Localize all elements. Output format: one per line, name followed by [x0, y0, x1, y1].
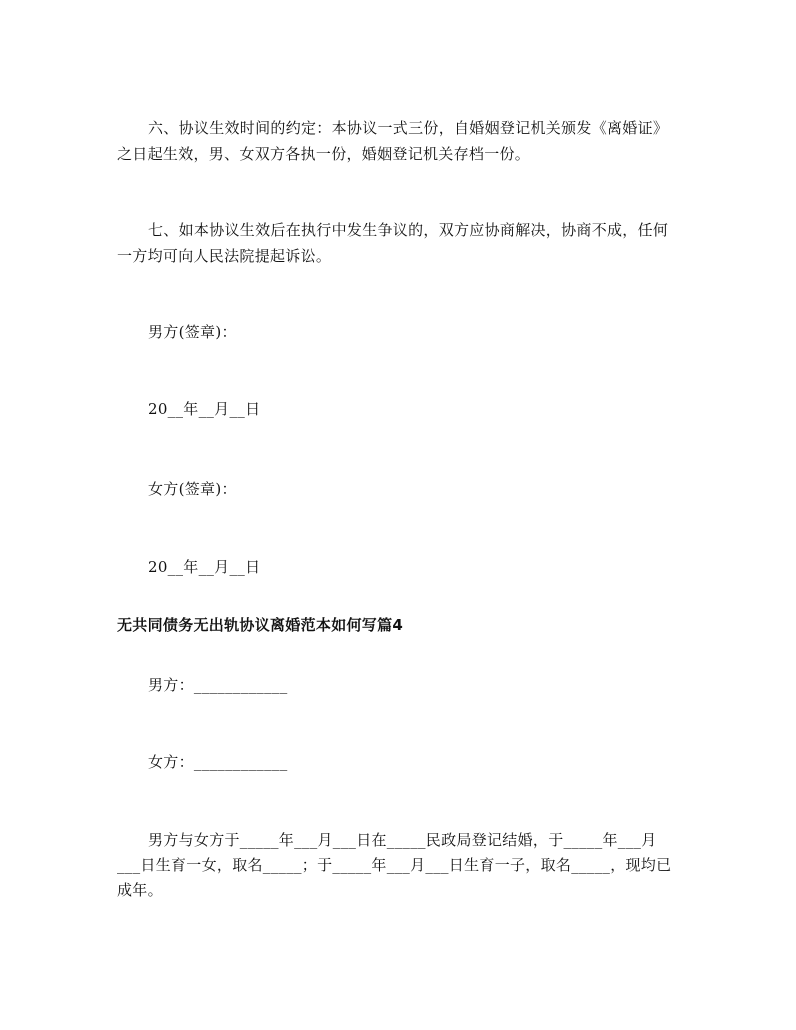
section-heading: 无共同债务无出轨协议离婚范本如何写篇4 — [117, 616, 404, 634]
male-signature-date: 20__年__月__日 — [148, 400, 261, 418]
clause-7-line-1: 七、如本协议生效后在执行中发生争议的，双方应协商解决，协商不成，任何 — [148, 221, 669, 239]
female-signature-label: 女方(签章)： — [148, 480, 237, 498]
children-clause-line-1: 男方与女方于_____年___月___日在_____民政局登记结婚，于_____年___月 — [148, 831, 657, 849]
clause-6-line-2: 之日起生效，男、女双方各执一份，婚姻登记机关存档一份。 — [117, 145, 531, 163]
children-clause-line-3: 成年。 — [117, 881, 163, 899]
female-signature-date: 20__年__月__日 — [148, 558, 261, 576]
male-signature-label: 男方(签章)： — [148, 323, 237, 341]
male-name-field: 男方：____________ — [148, 676, 288, 694]
female-name-field: 女方：____________ — [148, 753, 288, 771]
clause-6-line-1: 六、协议生效时间的约定：本协议一式三份，自婚姻登记机关颁发《离婚证》 — [148, 119, 669, 137]
clause-7-line-2: 一方均可向人民法院提起诉讼。 — [117, 247, 332, 265]
children-clause-line-2: ___日生育一女，取名_____；于_____年___月___日生育一子，取名_____，现均已 — [117, 856, 672, 874]
